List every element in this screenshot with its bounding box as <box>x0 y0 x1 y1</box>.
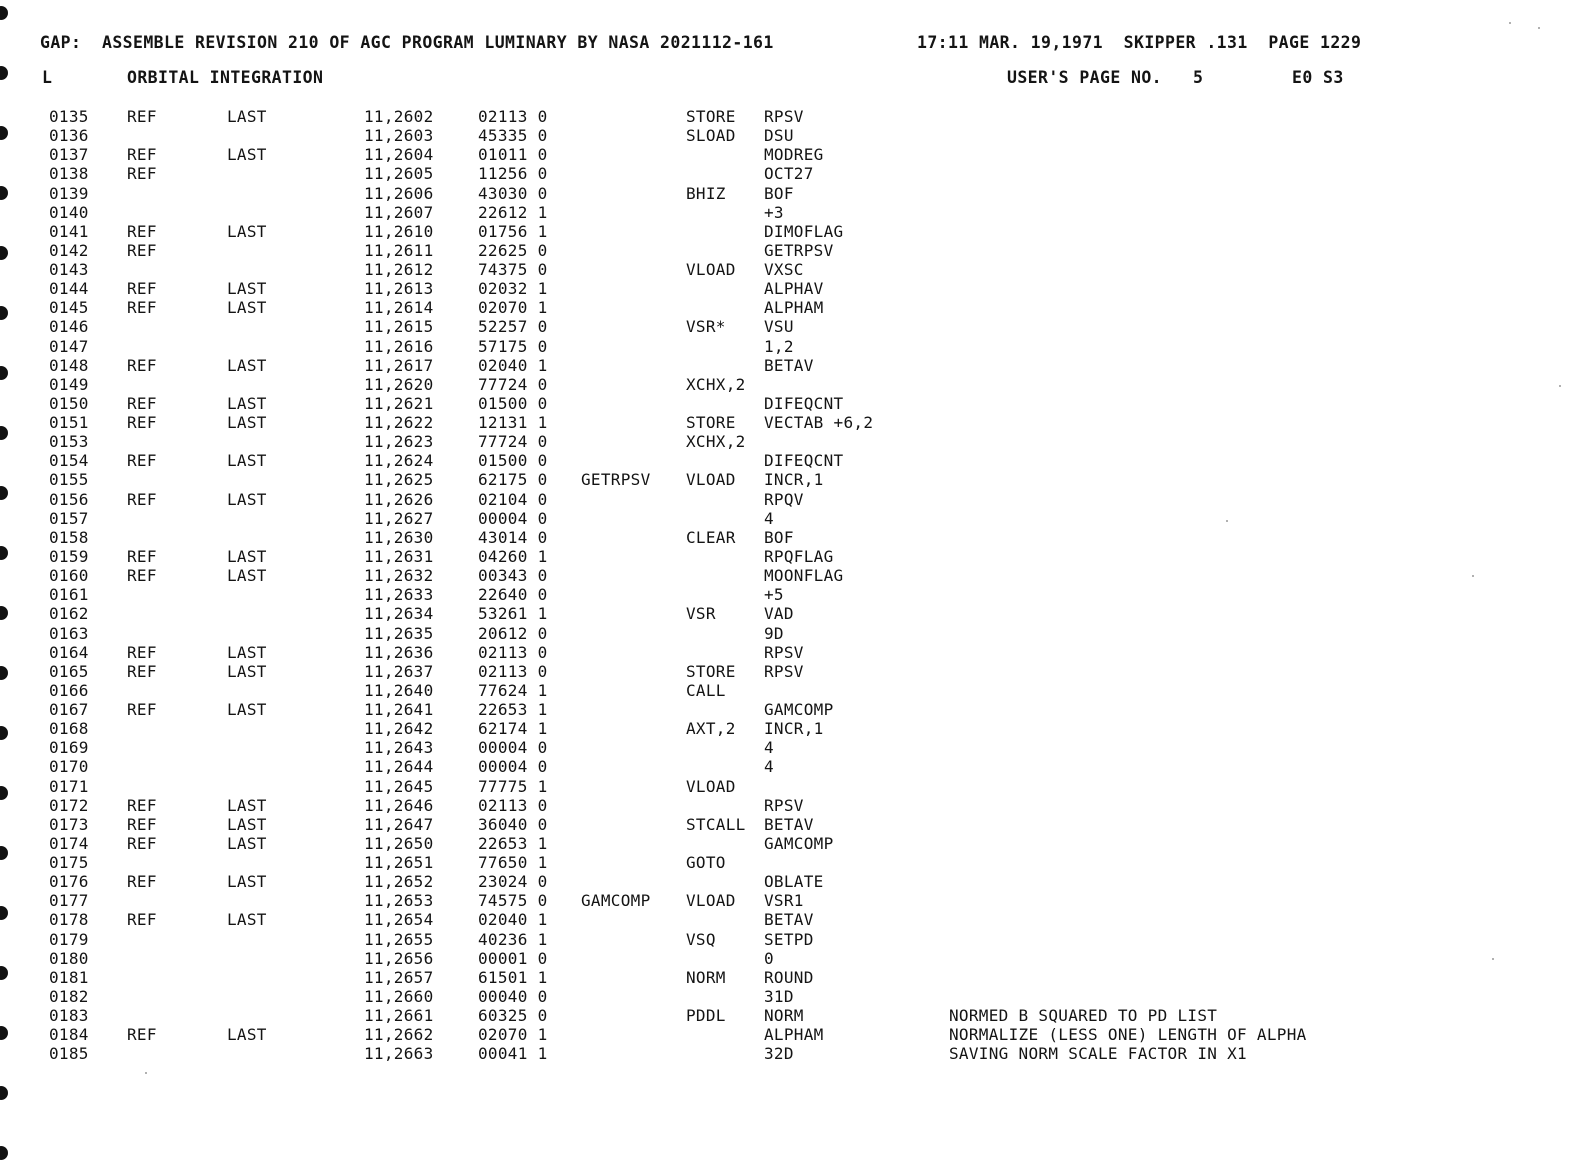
cell-ref: REF <box>127 221 157 241</box>
cell-operand: DSU <box>764 126 794 146</box>
cell-operand: VECTAB +6,2 <box>764 413 874 433</box>
cell-operand: 1,2 <box>764 336 794 356</box>
cell-addr: 11,2623 <box>364 432 434 452</box>
cell-addr: 11,2660 <box>364 986 434 1006</box>
cell-line: 0184 <box>49 1025 89 1045</box>
cell-op: VLOAD <box>686 470 736 490</box>
cell-operand: VSR1 <box>764 891 804 911</box>
cell-addr: 11,2641 <box>364 700 434 720</box>
cell-word: 77724 0 <box>478 432 548 452</box>
cell-word: 00040 0 <box>478 986 548 1006</box>
cell-operand: RPQV <box>764 489 804 509</box>
cell-ref: REF <box>127 145 157 165</box>
cell-addr: 11,2632 <box>364 566 434 586</box>
cell-word: 02032 1 <box>478 279 548 299</box>
cell-ref: REF <box>127 872 157 892</box>
section-title: ORBITAL INTEGRATION <box>127 68 324 87</box>
cell-ref: REF <box>127 279 157 299</box>
cell-addr: 11,2622 <box>364 413 434 433</box>
cell-op: GOTO <box>686 853 726 873</box>
cell-addr: 11,2657 <box>364 967 434 987</box>
cell-line: 0172 <box>49 795 89 815</box>
cell-last: LAST <box>227 221 267 241</box>
cell-operand: MODREG <box>764 145 824 165</box>
cell-word: 02070 1 <box>478 1025 548 1045</box>
cell-line: 0161 <box>49 585 89 605</box>
cell-addr: 11,2612 <box>364 260 434 280</box>
cell-addr: 11,2636 <box>364 642 434 662</box>
cell-last: LAST <box>227 451 267 471</box>
cell-last: LAST <box>227 145 267 165</box>
cell-op: VLOAD <box>686 260 736 280</box>
cell-word: 02040 1 <box>478 355 548 375</box>
cell-line: 0167 <box>49 700 89 720</box>
cell-op: VLOAD <box>686 776 736 796</box>
cell-last: LAST <box>227 661 267 681</box>
cell-op: AXT,2 <box>686 719 736 739</box>
cell-addr: 11,2617 <box>364 355 434 375</box>
cell-last: LAST <box>227 546 267 566</box>
cell-line: 0180 <box>49 948 89 968</box>
cell-addr: 11,2631 <box>364 546 434 566</box>
cell-line: 0169 <box>49 738 89 758</box>
cell-operand: BETAV <box>764 910 814 930</box>
cell-operand: ALPHAV <box>764 279 824 299</box>
cell-line: 0166 <box>49 680 89 700</box>
cell-word: 01500 0 <box>478 393 548 413</box>
cell-op: STORE <box>686 107 736 126</box>
cell-line: 0157 <box>49 508 89 528</box>
timestamp-page: 17:11 MAR. 19,1971 SKIPPER .131 PAGE 1229 <box>917 33 1362 52</box>
cell-ref: REF <box>127 107 157 126</box>
cell-line: 0144 <box>49 279 89 299</box>
cell-line: 0163 <box>49 623 89 643</box>
cell-ref: REF <box>127 700 157 720</box>
cell-addr: 11,2663 <box>364 1044 434 1064</box>
cell-addr: 11,2654 <box>364 910 434 930</box>
cell-addr: 11,2605 <box>364 164 434 184</box>
cell-last: LAST <box>227 566 267 586</box>
cell-operand: GETRPSV <box>764 240 834 260</box>
cell-operand: +5 <box>764 585 784 605</box>
cell-line: 0150 <box>49 393 89 413</box>
cell-last: LAST <box>227 642 267 662</box>
cell-operand: RPSV <box>764 642 804 662</box>
cell-operand: OCT27 <box>764 164 814 184</box>
cell-operand: DIMOFLAG <box>764 221 844 241</box>
cell-ref: REF <box>127 240 157 260</box>
user-page-number: USER'S PAGE NO. 5 <box>1007 68 1204 87</box>
cell-word: 01756 1 <box>478 221 548 241</box>
cell-operand: BOF <box>764 527 794 547</box>
cell-op: VSR* <box>686 317 726 337</box>
cell-ref: REF <box>127 355 157 375</box>
cell-addr: 11,2607 <box>364 202 434 222</box>
cell-line: 0168 <box>49 719 89 739</box>
cell-ref: REF <box>127 298 157 318</box>
cell-ref: REF <box>127 413 157 433</box>
cell-operand: GAMCOMP <box>764 700 834 720</box>
cell-addr: 11,2615 <box>364 317 434 337</box>
cell-line: 0177 <box>49 891 89 911</box>
cell-word: 04260 1 <box>478 546 548 566</box>
cell-word: 23024 0 <box>478 872 548 892</box>
cell-addr: 11,2635 <box>364 623 434 643</box>
cell-word: 22640 0 <box>478 585 548 605</box>
cell-op: PDDL <box>686 1006 726 1026</box>
cell-operand: SETPD <box>764 929 814 949</box>
cell-line: 0182 <box>49 986 89 1006</box>
cell-last: LAST <box>227 814 267 834</box>
cell-operand: DIFEQCNT <box>764 393 844 413</box>
cell-addr: 11,2646 <box>364 795 434 815</box>
assembly-title: GAP: ASSEMBLE REVISION 210 OF AGC PROGRAM LUMINARY BY NASA 2021112-161 <box>40 33 774 52</box>
cell-operand: DIFEQCNT <box>764 451 844 471</box>
cell-line: 0147 <box>49 336 89 356</box>
cell-word: 77724 0 <box>478 374 548 394</box>
cell-addr: 11,2647 <box>364 814 434 834</box>
cell-word: 12131 1 <box>478 413 548 433</box>
cell-line: 0145 <box>49 298 89 318</box>
cell-addr: 11,2606 <box>364 183 434 203</box>
cell-last: LAST <box>227 833 267 853</box>
cell-line: 0136 <box>49 126 89 146</box>
cell-line: 0142 <box>49 240 89 260</box>
cell-ref: REF <box>127 1025 157 1045</box>
cell-addr: 11,2604 <box>364 145 434 165</box>
cell-ref: REF <box>127 489 157 509</box>
cell-ref: REF <box>127 451 157 471</box>
cell-line: 0162 <box>49 604 89 624</box>
cell-addr: 11,2621 <box>364 393 434 413</box>
cell-word: 01500 0 <box>478 451 548 471</box>
cell-operand: 32D <box>764 1044 794 1064</box>
cell-line: 0160 <box>49 566 89 586</box>
cell-addr: 11,2640 <box>364 680 434 700</box>
cell-line: 0178 <box>49 910 89 930</box>
cell-addr: 11,2652 <box>364 872 434 892</box>
cell-word: 22612 1 <box>478 202 548 222</box>
cell-operand: VAD <box>764 604 794 624</box>
cell-operand: NORM <box>764 1006 804 1026</box>
cell-addr: 11,2645 <box>364 776 434 796</box>
cell-last: LAST <box>227 489 267 509</box>
cell-op: STCALL <box>686 814 746 834</box>
cell-operand: VSU <box>764 317 794 337</box>
cell-ref: REF <box>127 393 157 413</box>
cell-addr: 11,2603 <box>364 126 434 146</box>
cell-line: 0179 <box>49 929 89 949</box>
cell-operand: 9D <box>764 623 784 643</box>
cell-operand: RPSV <box>764 107 804 126</box>
cell-operand: RPQFLAG <box>764 546 834 566</box>
cell-operand: 4 <box>764 738 774 758</box>
cell-line: 0155 <box>49 470 89 490</box>
cell-ref: REF <box>127 814 157 834</box>
cell-addr: 11,2661 <box>364 1006 434 1026</box>
cell-op: VSR <box>686 604 716 624</box>
punch-hole-strip <box>0 0 20 1167</box>
cell-operand: 31D <box>764 986 794 1006</box>
cell-ref: REF <box>127 642 157 662</box>
cell-last: LAST <box>227 795 267 815</box>
cell-label: GETRPSV <box>581 470 651 490</box>
cell-addr: 11,2642 <box>364 719 434 739</box>
cell-addr: 11,2650 <box>364 833 434 853</box>
cell-comment: NORMALIZE (LESS ONE) LENGTH OF ALPHA <box>949 1025 1307 1045</box>
cell-word: 61501 1 <box>478 967 548 987</box>
cell-word: 02113 0 <box>478 795 548 815</box>
cell-ref: REF <box>127 546 157 566</box>
cell-operand: VXSC <box>764 260 804 280</box>
cell-addr: 11,2656 <box>364 948 434 968</box>
cell-addr: 11,2653 <box>364 891 434 911</box>
cell-line: 0139 <box>49 183 89 203</box>
cell-word: 02113 0 <box>478 661 548 681</box>
cell-word: 02040 1 <box>478 910 548 930</box>
cell-op: VSQ <box>686 929 716 949</box>
cell-line: 0138 <box>49 164 89 184</box>
cell-word: 02104 0 <box>478 489 548 509</box>
cell-addr: 11,2610 <box>364 221 434 241</box>
cell-addr: 11,2651 <box>364 853 434 873</box>
cell-operand: MOONFLAG <box>764 566 844 586</box>
cell-last: LAST <box>227 413 267 433</box>
cell-line: 0185 <box>49 1044 89 1064</box>
cell-line: 0153 <box>49 432 89 452</box>
cell-line: 0164 <box>49 642 89 662</box>
cell-addr: 11,2626 <box>364 489 434 509</box>
cell-operand: ALPHAM <box>764 298 824 318</box>
cell-line: 0141 <box>49 221 89 241</box>
cell-line: 0149 <box>49 374 89 394</box>
cell-word: 74575 0 <box>478 891 548 911</box>
cell-line: 0165 <box>49 661 89 681</box>
cell-line: 0140 <box>49 202 89 222</box>
cell-line: 0148 <box>49 355 89 375</box>
cell-last: LAST <box>227 355 267 375</box>
cell-word: 02070 1 <box>478 298 548 318</box>
cell-line: 0176 <box>49 872 89 892</box>
cell-word: 45335 0 <box>478 126 548 146</box>
cell-word: 36040 0 <box>478 814 548 834</box>
page-header <box>0 33 1362 52</box>
cell-op: XCHX,2 <box>686 432 746 452</box>
cell-last: LAST <box>227 279 267 299</box>
cell-operand: 4 <box>764 508 774 528</box>
cell-word: 77624 1 <box>478 680 548 700</box>
cell-addr: 11,2637 <box>364 661 434 681</box>
cell-label: GAMCOMP <box>581 891 651 911</box>
cell-operand: +3 <box>764 202 784 222</box>
cell-line: 0174 <box>49 833 89 853</box>
cell-word: 62175 0 <box>478 470 548 490</box>
cell-word: 01011 0 <box>478 145 548 165</box>
cell-addr: 11,2643 <box>364 738 434 758</box>
cell-operand: 0 <box>764 948 774 968</box>
cell-ref: REF <box>127 661 157 681</box>
cell-word: 02113 0 <box>478 107 548 126</box>
cell-comment: NORMED B SQUARED TO PD LIST <box>949 1006 1218 1026</box>
cell-op: SLOAD <box>686 126 736 146</box>
cell-operand: INCR,1 <box>764 470 824 490</box>
cell-operand: BOF <box>764 183 794 203</box>
cell-word: 62174 1 <box>478 719 548 739</box>
cell-last: LAST <box>227 910 267 930</box>
cell-word: 22625 0 <box>478 240 548 260</box>
cell-addr: 11,2624 <box>364 451 434 471</box>
cell-addr: 11,2611 <box>364 240 434 260</box>
cell-line: 0135 <box>49 107 89 126</box>
page-code: E0 S3 <box>1292 68 1344 87</box>
cell-operand: 4 <box>764 757 774 777</box>
cell-addr: 11,2625 <box>364 470 434 490</box>
cell-operand: INCR,1 <box>764 719 824 739</box>
cell-line: 0154 <box>49 451 89 471</box>
cell-ref: REF <box>127 833 157 853</box>
cell-word: 00041 1 <box>478 1044 548 1064</box>
cell-last: LAST <box>227 107 267 126</box>
cell-addr: 11,2662 <box>364 1025 434 1045</box>
cell-word: 57175 0 <box>478 336 548 356</box>
cell-line: 0181 <box>49 967 89 987</box>
cell-word: 22653 1 <box>478 700 548 720</box>
cell-addr: 11,2633 <box>364 585 434 605</box>
cell-line: 0146 <box>49 317 89 337</box>
cell-op: STORE <box>686 661 736 681</box>
cell-addr: 11,2627 <box>364 508 434 528</box>
cell-word: 11256 0 <box>478 164 548 184</box>
cell-operand: ALPHAM <box>764 1025 824 1045</box>
cell-line: 0183 <box>49 1006 89 1026</box>
cell-word: 00004 0 <box>478 757 548 777</box>
cell-last: LAST <box>227 298 267 318</box>
cell-line: 0173 <box>49 814 89 834</box>
cell-line: 0158 <box>49 527 89 547</box>
cell-line: 0156 <box>49 489 89 509</box>
cell-op: CLEAR <box>686 527 736 547</box>
cell-operand: BETAV <box>764 355 814 375</box>
cell-word: 53261 1 <box>478 604 548 624</box>
cell-word: 77650 1 <box>478 853 548 873</box>
cell-line: 0171 <box>49 776 89 796</box>
cell-last: LAST <box>227 872 267 892</box>
cell-word: 00001 0 <box>478 948 548 968</box>
cell-addr: 11,2644 <box>364 757 434 777</box>
cell-addr: 11,2616 <box>364 336 434 356</box>
cell-op: VLOAD <box>686 891 736 911</box>
cell-ref: REF <box>127 164 157 184</box>
cell-ref: REF <box>127 795 157 815</box>
cell-line: 0159 <box>49 546 89 566</box>
cell-line: 0151 <box>49 413 89 433</box>
cell-op: NORM <box>686 967 726 987</box>
section-header <box>0 68 1344 87</box>
cell-ref: REF <box>127 566 157 586</box>
cell-word: 43014 0 <box>478 527 548 547</box>
cell-last: LAST <box>227 1025 267 1045</box>
cell-word: 02113 0 <box>478 642 548 662</box>
cell-line: 0175 <box>49 853 89 873</box>
cell-word: 77775 1 <box>478 776 548 796</box>
cell-word: 52257 0 <box>478 317 548 337</box>
cell-operand: OBLATE <box>764 872 824 892</box>
cell-addr: 11,2630 <box>364 527 434 547</box>
cell-word: 40236 1 <box>478 929 548 949</box>
cell-operand: GAMCOMP <box>764 833 834 853</box>
cell-ref: REF <box>127 910 157 930</box>
cell-word: 74375 0 <box>478 260 548 280</box>
cell-addr: 11,2620 <box>364 374 434 394</box>
cell-operand: BETAV <box>764 814 814 834</box>
cell-word: 20612 0 <box>478 623 548 643</box>
cell-last: LAST <box>227 393 267 413</box>
cell-word: 60325 0 <box>478 1006 548 1026</box>
cell-word: 00343 0 <box>478 566 548 586</box>
cell-word: 00004 0 <box>478 508 548 528</box>
cell-op: CALL <box>686 680 726 700</box>
cell-last: LAST <box>227 700 267 720</box>
cell-addr: 11,2614 <box>364 298 434 318</box>
cell-operand: RPSV <box>764 661 804 681</box>
cell-line: 0137 <box>49 145 89 165</box>
cell-operand: RPSV <box>764 795 804 815</box>
marker: L <box>42 68 53 87</box>
cell-line: 0143 <box>49 260 89 280</box>
cell-word: 00004 0 <box>478 738 548 758</box>
cell-op: STORE <box>686 413 736 433</box>
cell-word: 43030 0 <box>478 183 548 203</box>
cell-addr: 11,2602 <box>364 107 434 126</box>
cell-line: 0170 <box>49 757 89 777</box>
cell-word: 22653 1 <box>478 833 548 853</box>
cell-addr: 11,2634 <box>364 604 434 624</box>
cell-operand: ROUND <box>764 967 814 987</box>
cell-addr: 11,2655 <box>364 929 434 949</box>
cell-addr: 11,2613 <box>364 279 434 299</box>
cell-comment: SAVING NORM SCALE FACTOR IN X1 <box>949 1044 1247 1064</box>
cell-op: BHIZ <box>686 183 726 203</box>
cell-op: XCHX,2 <box>686 374 746 394</box>
